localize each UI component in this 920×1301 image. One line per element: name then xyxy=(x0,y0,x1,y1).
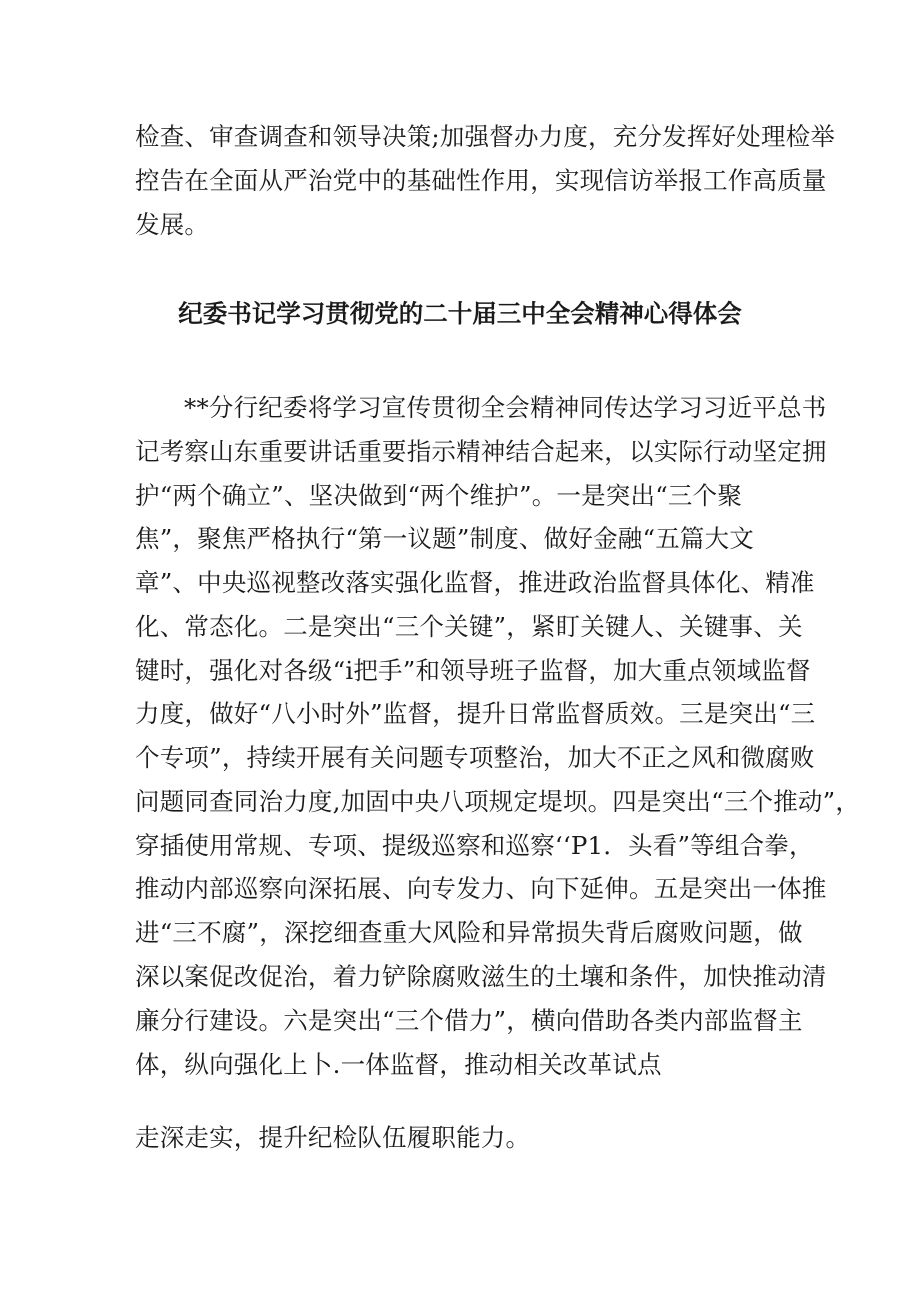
body-line-2: 记考察山东重要讲话重要指示精神结合起来，以实际行动坚定拥 xyxy=(135,437,827,466)
body-line-6: 化、常态化。二是突出“三个关键”，紧盯关键人、关键事、关 xyxy=(135,612,803,641)
body-line-3: 护“两个确立”、坚决做到“两个维护”。一是突出“三个聚 xyxy=(135,481,743,510)
document-title: 纪委书记学习贯彻党的二十届三中全会精神心得体会 xyxy=(178,299,742,328)
body-line-8: 力度，做好“八小时外”监督，提升日常监督质效。三是突出“三 xyxy=(135,699,816,728)
intro-line-3: 发展。 xyxy=(135,210,210,239)
body-line-1: **分行纪委将学习宣传贯彻全会精神同传达学习习近平总书 xyxy=(184,393,827,422)
closing-line: 走深走实，提升纪检队伍履职能力。 xyxy=(135,1123,531,1152)
body-line-14: 深以案促改促治，着力铲除腐败滋生的土壤和条件，加快推动清 xyxy=(135,962,827,991)
intro-line-2: 控告在全面从严治党中的基础性作用，实现信访举报工作高质量 xyxy=(135,166,827,195)
body-line-4: 焦”，聚焦严格执行“第一议题”制度、做好金融“五篇大文 xyxy=(135,524,754,553)
body-line-9: 个专项”，持续开展有关问题专项整治，加大不正之风和微腐败 xyxy=(135,743,815,772)
body-line-16: 体，纵向强化上卜.一体监督，推动相关改革试点 xyxy=(135,1050,662,1079)
body-line-12: 推动内部巡察向深拓展、向专发力、向下延伸。五是突出一体推 xyxy=(135,874,827,903)
intro-line-1: 检查、审查调查和领导决策;加强督办力度，充分发挥好处理检举 xyxy=(135,122,836,151)
body-line-11: 穿插使用常规、专项、提级巡察和巡察‘‘P1．头看”等组合拳， xyxy=(135,831,814,860)
body-line-13: 进“三不腐”，深挖细查重大风险和异常损失背后腐败问题，做 xyxy=(135,918,803,947)
body-line-7: 键时，强化对各级“i把手”和领导班子监督，加大重点领域监督 xyxy=(135,656,811,685)
body-line-10: 问题同查同治力度,加固中央八项规定堤坝。四是突出“三个推动”， xyxy=(135,787,861,816)
body-line-15: 廉分行建设。六是突出“三个借力”，横向借助各类内部监督主 xyxy=(135,1006,803,1035)
body-line-5: 章”、中央巡视整改落实强化监督，推进政治监督具体化、精准 xyxy=(135,568,815,597)
